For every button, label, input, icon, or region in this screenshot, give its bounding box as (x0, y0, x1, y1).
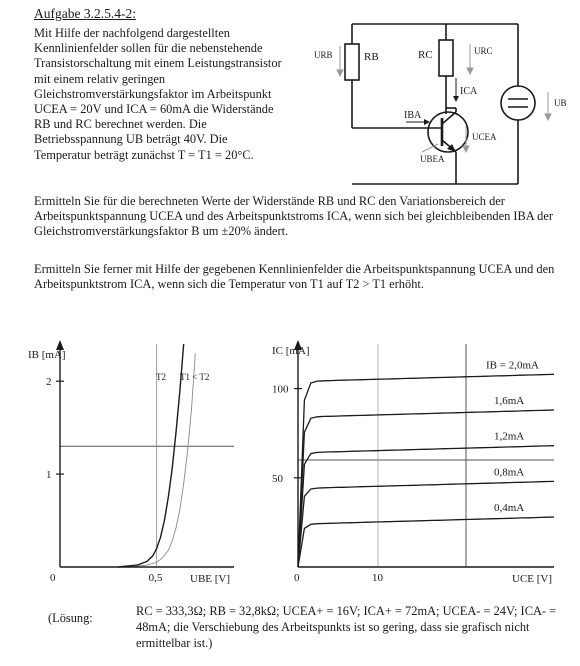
label-ucea: UCEA (472, 132, 497, 142)
x-tick-label: 0,5 (148, 572, 163, 584)
label-urb: URB (314, 50, 333, 60)
x-tick-label: 10 (372, 572, 383, 584)
y-tick-label: 2 (46, 376, 52, 389)
curve-label: 1,2mA (494, 430, 525, 443)
label-ica: ICA (460, 86, 478, 97)
chart1-xlabel: UBE [V] (190, 573, 231, 585)
x-tick-label: 0 (50, 572, 56, 584)
task-intro: Mit Hilfe der nachfolgend dargestellten Kennlinienfelder sollen für die nebenstehende Transistorschaltung mit einem Leistungstransistor mit einem relativ geringen Gleichstromverstärkungsfaktor im Arbeitspunkt UCEA = 20V und ICA = 60mA die Widerstände RB und RC berechnet werden. Die Betriebsspannung UB beträgt 40V. Die Temperatur beträgt zunächst T = T1 = 20°C. (34, 26, 282, 162)
y-tick-label: 1 (46, 469, 52, 482)
output-characteristic-chart (258, 332, 568, 594)
task-variation: Ermitteln Sie für die berechneten Werte der Widerstände RB und RC den Variationsbereich der Arbeitspunktspannung UCEA und des Arbeitspunktstroms ICA, wenn sich bei gleichbleibenden IBA der Gleichstromverstärkungsfaktor B um ±20% ändert. (34, 194, 553, 239)
y-tick-label: 100 (272, 383, 289, 396)
chart2-xlabel: UCE [V] (512, 573, 553, 585)
solution-label: (Lösung: (48, 611, 93, 625)
label-rb: RB (364, 51, 379, 63)
curve-t2 (118, 344, 184, 567)
output-curve (298, 517, 554, 567)
label-rc: RC (418, 49, 433, 61)
solution-text: RC = 333,3Ω; RB = 32,8kΩ; UCEA+ = 16V; ICA+ = 72mA; UCEA- = 24V; ICA- = 48mA; die Verschiebung des Arbeitspunkts ist so gering, dass sie grafisch nicht ermittelbar ist.) (136, 604, 557, 650)
resistor-rc (439, 40, 453, 76)
label-ub: UB (554, 98, 567, 108)
annotation-t2: T2 (156, 372, 166, 382)
label-ubea: UBEA (420, 154, 445, 164)
annotation-t1-less-t2: T1 < T2 (180, 372, 210, 382)
curve-label: IB = 2,0mA (486, 359, 539, 372)
y-tick-label: 50 (272, 472, 283, 485)
curve-label: 0,4mA (494, 502, 525, 515)
task-title: Aufgabe 3.2.5.4-2: (34, 6, 136, 21)
curve-label: 1,6mA (494, 395, 525, 408)
label-urc: URC (474, 46, 493, 56)
chart2-ylabel: IC [mA] (272, 345, 310, 357)
resistor-rb (345, 44, 359, 80)
curve-label: 0,8mA (494, 466, 525, 479)
input-characteristic-chart (20, 332, 242, 594)
voltage-source (501, 86, 535, 120)
output-curve (298, 481, 554, 567)
label-iba: IBA (404, 110, 422, 121)
transistor-circuit (296, 16, 568, 192)
chart1-ylabel: IB [mA] (28, 349, 66, 361)
task-temperature: Ermitteln Sie ferner mit Hilfe der gegebenen Kennlinienfelder die Arbeitspunktspannung UCEA und den Arbeitspunktstrom ICA, wenn sich die Temperatur von T1 auf T2 > T1 erhöht. (34, 262, 555, 292)
x-tick-label: 0 (294, 572, 300, 584)
